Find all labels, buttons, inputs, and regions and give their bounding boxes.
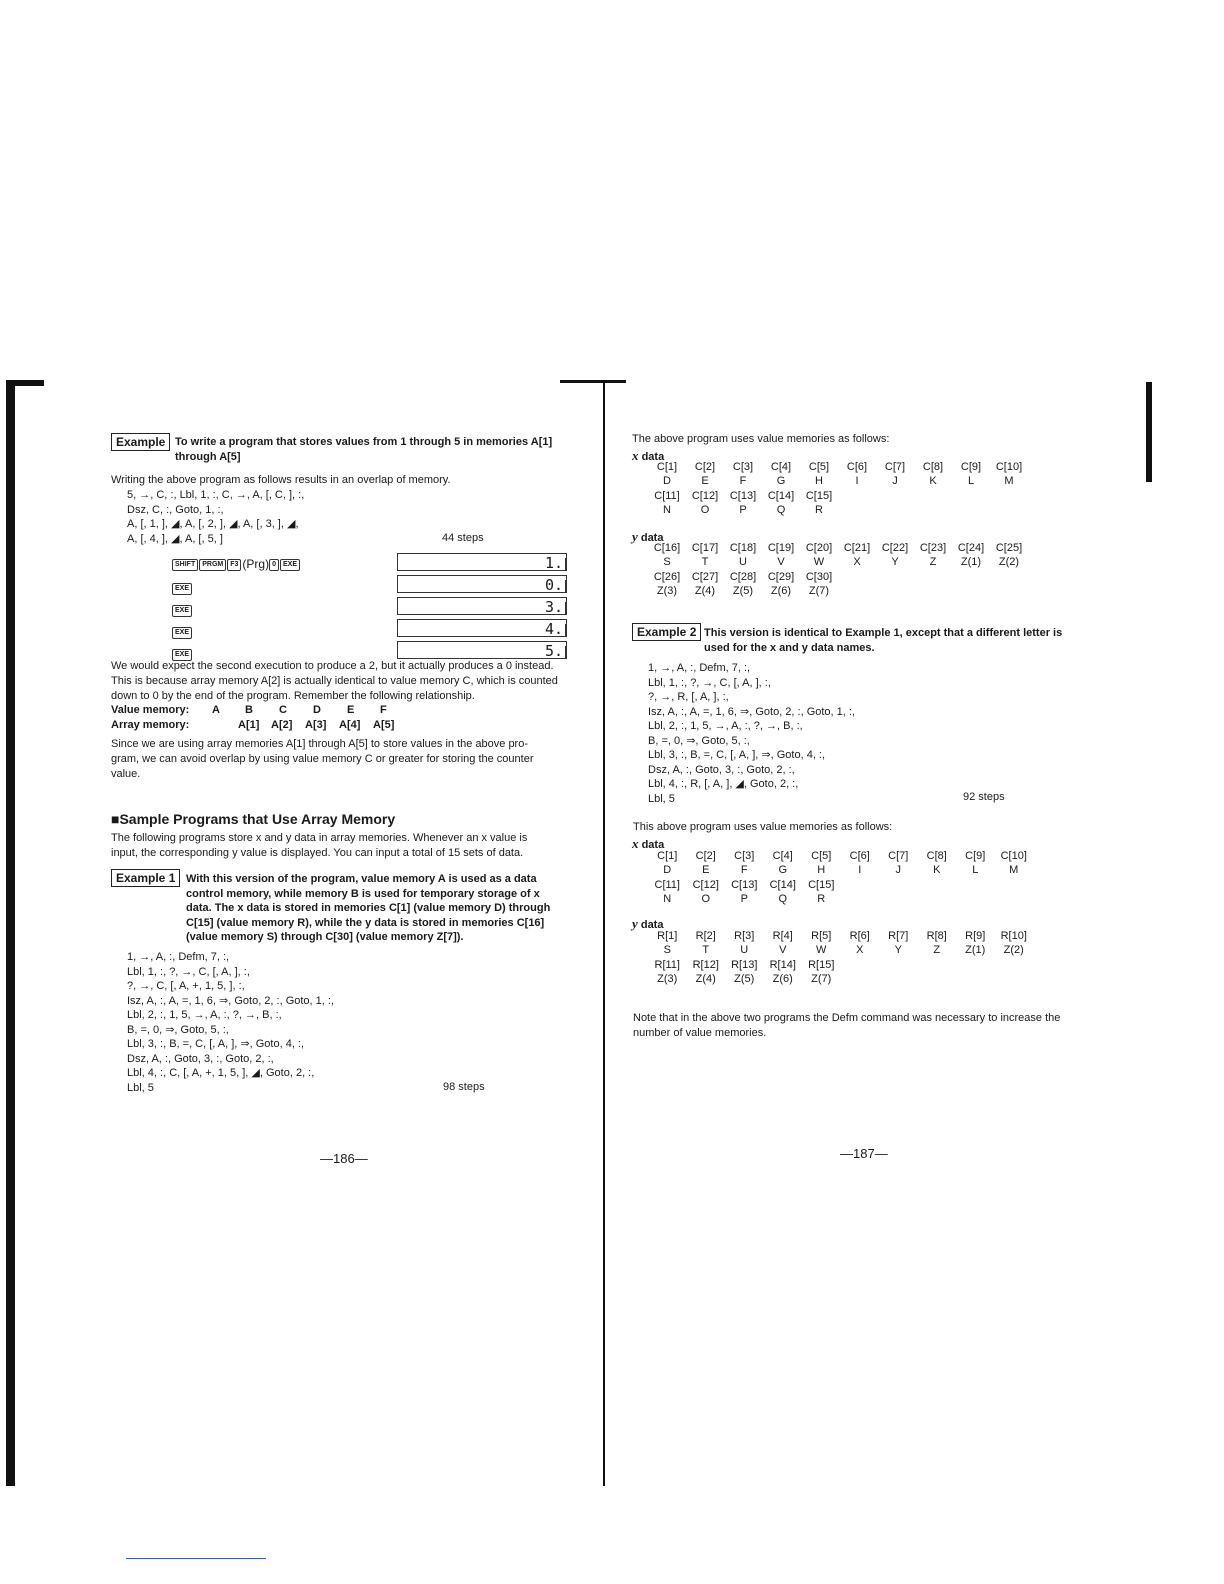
example-title-2: through A[5] — [175, 451, 241, 463]
example-1-line: control memory, while memory B is used for temporary storage of x — [186, 887, 540, 900]
program-line: Lbl, 4, :, R, [, A, ], ◢, Goto, 2, :, — [648, 778, 799, 790]
exe-key: EXE — [280, 559, 300, 571]
right-intro-1: The above program uses value memories as follows: — [632, 433, 890, 445]
prg-text: (Prg) — [242, 557, 270, 571]
x-table-1: C[1] C[2] C[3] C[4] C[5] C[6] C[7] C[8] C[9] C[10] D E F G H I J K L M C[11] C[12] C[13] C[14] C[15] N O P Q R — [654, 461, 1023, 517]
program-line: 1, →, A, :, Defm, 7, :, — [127, 951, 230, 963]
example-label: Example — [111, 433, 170, 451]
program-line: ?, →, C, [, A, +, 1, 5, ], :, — [127, 980, 245, 992]
program-3 — [648, 661, 855, 806]
y-data-label-2: y data — [632, 916, 664, 931]
example-1-label: Example 1 — [111, 869, 180, 887]
scan-edge-right — [1146, 382, 1152, 482]
display-3: 3. — [397, 597, 567, 615]
program-line: Lbl, 2, :, 1, 5, →, A, :, ?, →, B, :, — [127, 1009, 282, 1021]
program-2 — [127, 950, 334, 1095]
binding-center-top — [560, 380, 626, 383]
left-example-header — [111, 433, 581, 463]
f3-key: F3 — [227, 559, 241, 571]
program-line: Lbl, 3, :, B, =, C, [, A, ], ⇒, Goto, 4, :, — [648, 749, 826, 761]
x-data-label-2: x data — [632, 836, 665, 851]
program-line: Isz, A, :, A, =, 1, 6, ⇒, Goto, 2, :, Goto, 1, :, — [648, 705, 856, 718]
page-number-right: —187— — [840, 1146, 888, 1161]
display-4: 4. — [397, 619, 567, 637]
example-2-label: Example 2 — [632, 623, 701, 641]
example-1-line: With this version of the program, value memory A is used as a data — [186, 873, 537, 885]
program-line: Dsz, C, :, Goto, 1, :, — [127, 503, 224, 516]
program-line: A, [, 4, ], ◢, A, [, 5, ] — [127, 532, 223, 545]
exe-key: EXE — [172, 602, 193, 620]
program-line: Lbl, 2, :, 1, 5, →, A, :, ?, →, B, :, — [648, 720, 803, 732]
y-table-2: R[1] R[2] R[3] R[4] R[5] R[6] R[7] R[8] R[9] R[10] S T U V W X Y Z Z(1) Z(2) R[11] R[12] R[13] R[14] R[15] Z(3) Z(4) Z(5) Z(6) Z(7) — [654, 930, 1027, 986]
example-2-header — [632, 623, 1102, 654]
right-intro-2: This above program uses value memories as follows: — [633, 821, 893, 833]
program-line: B, =, 0, ⇒, Goto, 5, :, — [648, 734, 750, 747]
program-1 — [127, 488, 304, 546]
y-table-1: C[16] C[17] C[18] C[19] C[20] C[21] C[22] C[23] C[24] C[25] S T U V W X Y Z Z(1) Z(2) C[26] C[27] C[28] C[29] C[30] Z(3) Z(4) Z(5) Z(6) Z(7) — [653, 542, 1023, 598]
section-title: ■Sample Programs that Use Array Memory — [111, 811, 396, 827]
y-data-label: y data — [632, 529, 664, 544]
binding-center — [603, 382, 605, 1486]
exe-key: EXE — [172, 646, 193, 664]
example-1-line: (value memory S) through C[30] (value memory Z[7]). — [186, 931, 464, 944]
prgm-key: PRGM — [199, 559, 226, 571]
section-paragraph: The following programs store x and y data in array memories. Whenever an x value is input, the corresponding y value is displayed. You can input a total of 15 sets of data. — [111, 832, 528, 859]
example-1-header — [111, 869, 581, 944]
exe-key: EXE — [172, 580, 193, 598]
example-2-line: This version is identical to Example 1, except that a different letter is — [704, 627, 1063, 639]
program-3-steps: 92 steps — [963, 791, 1005, 803]
program-line: Dsz, A, :, Goto, 3, :, Goto, 2, :, — [648, 763, 795, 776]
program-line: B, =, 0, ⇒, Goto, 5, :, — [127, 1023, 229, 1036]
page-number-left: —186— — [320, 1151, 368, 1166]
note-paragraph: Note that in the above two programs the Defm command was necessary to increase the number of value memories. — [633, 1012, 1061, 1039]
scan-edge-left-top — [6, 380, 44, 386]
x-table-2: C[1] C[2] C[3] C[4] C[5] C[6] C[7] C[8] C[9] C[10] D E F G H I J K L M C[11] C[12] C[13] C[14] C[15] N O P Q R — [654, 850, 1027, 906]
example-1-line: C[15] (value memory R), while the y data is stored in memories C[16] — [186, 916, 545, 929]
program-line: Lbl, 5 — [127, 1081, 154, 1094]
example-1-line: data. The x data is stored in memories C[1] (value memory D) through — [186, 902, 551, 915]
exe-key: EXE — [172, 624, 193, 642]
value-memory-row: Value memory: A B C D E F — [111, 704, 387, 716]
program-line: Lbl, 1, :, ?, →, C, [, A, ], :, — [127, 965, 250, 978]
intro-text: Writing the above program as follows results in an overlap of memory. — [111, 474, 451, 486]
array-memory-row: Array memory: A[1] A[2] A[3] A[4] A[5] — [111, 719, 395, 731]
program-line: ?, →, R, [, A, ], :, — [648, 691, 729, 703]
program-line: Lbl, 3, :, B, =, C, [, A, ], ⇒, Goto, 4, :, — [127, 1038, 305, 1050]
display-2: 0. — [397, 575, 567, 593]
paragraph-1: We would expect the second execution to produce a 2, but it actually produces a 0 instead. This is because array memory A[2] is actually identical to value memory C, which is counted down to 0 by the end of the program. Remember the following relationship. — [111, 660, 558, 702]
example-title: To write a program that stores values from 1 through 5 in memories A[1] — [175, 436, 553, 448]
program-2-steps: 98 steps — [443, 1081, 485, 1093]
zero-key: 0 — [269, 559, 279, 571]
program-line: Dsz, A, :, Goto, 3, :, Goto, 2, :, — [127, 1052, 274, 1065]
scan-edge-left — [6, 382, 15, 1486]
program-line: 5, →, C, :, Lbl, 1, :, C, →, A, [, C, ], :, — [127, 489, 305, 501]
x-data-label: x data — [632, 448, 665, 463]
blue-underline — [126, 1558, 266, 1559]
program-line: Lbl, 1, :, ?, →, C, [, A, ], :, — [648, 676, 771, 689]
program-1-steps: 44 steps — [442, 532, 484, 544]
shift-key: SHIFT — [172, 559, 198, 571]
program-line: A, [, 1, ], ◢, A, [, 2, ], ◢, A, [, 3, ], ◢, — [127, 518, 299, 530]
program-line: 1, →, A, :, Defm, 7, :, — [648, 662, 751, 674]
program-line: Isz, A, :, A, =, 1, 6, ⇒, Goto, 2, :, Goto, 1, :, — [127, 994, 335, 1007]
program-line: Lbl, 4, :, C, [, A, +, 1, 5, ], ◢, Goto, 2, :, — [127, 1067, 315, 1079]
program-line: Lbl, 5 — [648, 792, 675, 805]
display-5: 5. — [397, 641, 567, 659]
display-1: 1. — [397, 553, 567, 571]
paragraph-2: Since we are using array memories A[1] through A[5] to store values in the above pro- gram, we can avoid overlap by using value memory C or greater for storing the counter value. — [111, 738, 534, 780]
key-sequence-1 — [172, 557, 301, 571]
example-2-line: used for the x and y data names. — [704, 641, 875, 654]
